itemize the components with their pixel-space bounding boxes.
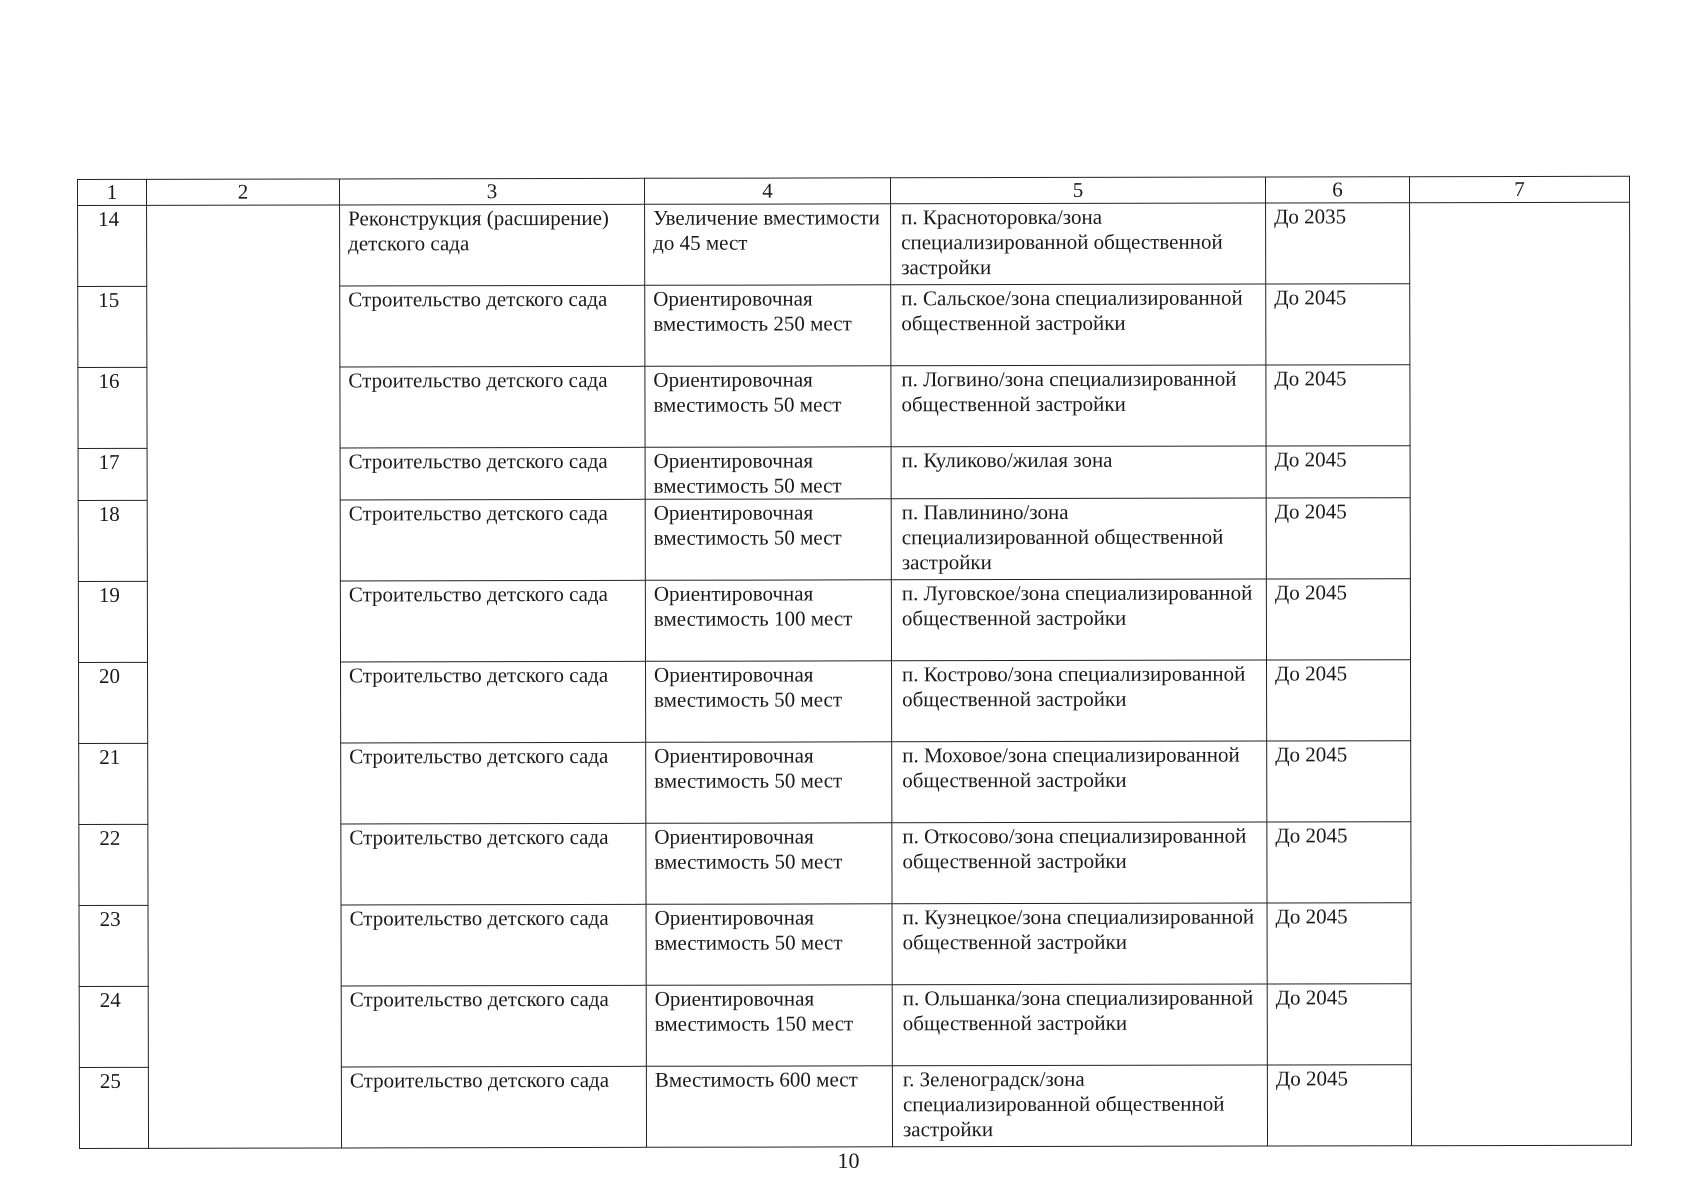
object-location: п. Куликово/жилая зона bbox=[891, 446, 1266, 499]
header-cell: 3 bbox=[340, 178, 645, 205]
object-deadline: До 2045 bbox=[1266, 498, 1410, 579]
object-name: Реконструкция (расширение) детского сада bbox=[340, 204, 645, 286]
row-number: 23 bbox=[79, 905, 148, 986]
object-capacity: Ориентировочная вместимость 50 мест bbox=[646, 823, 892, 905]
row-number: 17 bbox=[78, 448, 147, 500]
object-location: п. Сальское/зона специализированной общественной застройки bbox=[891, 284, 1266, 366]
object-deadline: До 2045 bbox=[1266, 446, 1410, 498]
row-number: 19 bbox=[78, 581, 147, 662]
object-capacity: Ориентировочная вместимость 50 мест bbox=[646, 742, 892, 824]
planning-table bbox=[77, 176, 1632, 1149]
header-cell: 6 bbox=[1265, 177, 1409, 203]
header-cell: 4 bbox=[644, 178, 890, 205]
object-deadline: До 2035 bbox=[1266, 203, 1410, 284]
column-2-cell bbox=[147, 205, 342, 1148]
object-name: Строительство детского сада bbox=[341, 904, 646, 986]
object-name: Строительство детского сада bbox=[341, 661, 646, 743]
object-name: Строительство детского сада bbox=[341, 823, 646, 905]
object-capacity: Ориентировочная вместимость 100 мест bbox=[645, 580, 891, 662]
header-cell: 7 bbox=[1409, 176, 1629, 202]
object-name: Строительство детского сада bbox=[341, 742, 646, 824]
object-name: Строительство детского сада bbox=[341, 1066, 646, 1148]
object-capacity: Ориентировочная вместимость 50 мест bbox=[646, 904, 892, 986]
object-location: п. Ольшанка/зона специализированной общественной застройки bbox=[892, 984, 1267, 1066]
object-location: п. Красноторовка/зона специализированной общественной застройки bbox=[891, 203, 1266, 285]
row-number: 22 bbox=[79, 824, 148, 905]
object-location: п. Луговское/зона специализированной общественной застройки bbox=[891, 579, 1266, 661]
object-deadline: До 2045 bbox=[1267, 903, 1411, 984]
object-capacity: Ориентировочная вместимость 50 мест bbox=[646, 661, 892, 743]
object-deadline: До 2045 bbox=[1267, 984, 1411, 1065]
object-deadline: До 2045 bbox=[1266, 284, 1410, 365]
object-name: Строительство детского сада bbox=[340, 580, 645, 662]
row-number: 14 bbox=[78, 205, 147, 286]
object-deadline: До 2045 bbox=[1267, 741, 1411, 822]
row-number: 20 bbox=[79, 662, 148, 743]
object-location: п. Логвино/зона специализированной общественной застройки bbox=[891, 365, 1266, 447]
object-name: Строительство детского сада bbox=[340, 285, 645, 367]
header-cell: 2 bbox=[147, 179, 340, 205]
header-cell: 5 bbox=[890, 177, 1265, 204]
object-deadline: До 2045 bbox=[1267, 822, 1411, 903]
row-number: 15 bbox=[78, 286, 147, 367]
row-number: 25 bbox=[79, 1067, 148, 1148]
header-cell: 1 bbox=[78, 179, 147, 205]
object-capacity: Увеличение вместимости до 45 мест bbox=[645, 204, 891, 286]
object-name: Строительство детского сада bbox=[340, 499, 645, 581]
object-capacity: Ориентировочная вместимость 50 мест bbox=[645, 447, 891, 500]
object-deadline: До 2045 bbox=[1266, 579, 1410, 660]
object-location: п. Павлинино/зона специализированной общественной застройки bbox=[891, 498, 1266, 580]
table-row bbox=[78, 202, 1630, 286]
object-location: п. Откосово/зона специализированной общественной застройки bbox=[892, 822, 1267, 904]
object-name: Строительство детского сада bbox=[341, 985, 646, 1067]
page-number: 10 bbox=[837, 1148, 860, 1173]
object-capacity: Вместимость 600 мест bbox=[646, 1066, 892, 1148]
object-name: Строительство детского сада bbox=[340, 366, 645, 448]
object-name: Строительство детского сада bbox=[340, 447, 645, 500]
row-number: 16 bbox=[78, 367, 147, 448]
object-location: п. Моховое/зона специализированной общественной застройки bbox=[892, 741, 1267, 823]
object-deadline: До 2045 bbox=[1266, 365, 1410, 446]
object-capacity: Ориентировочная вместимость 150 мест bbox=[646, 985, 892, 1067]
row-number: 18 bbox=[78, 500, 147, 581]
object-capacity: Ориентировочная вместимость 250 мест bbox=[645, 285, 891, 367]
row-number: 24 bbox=[79, 986, 148, 1067]
header-row bbox=[78, 176, 1630, 205]
object-location: г. Зеленоградск/зона специализированной общественной застройки bbox=[892, 1065, 1267, 1147]
object-deadline: До 2045 bbox=[1267, 660, 1411, 741]
object-location: п. Кузнецкое/зона специализированной общественной застройки bbox=[892, 903, 1267, 985]
object-capacity: Ориентировочная вместимость 50 мест bbox=[645, 366, 891, 448]
object-capacity: Ориентировочная вместимость 50 мест bbox=[645, 499, 891, 581]
column-7-cell bbox=[1410, 202, 1632, 1145]
row-number: 21 bbox=[79, 743, 148, 824]
object-location: п. Кострово/зона специализированной общественной застройки bbox=[892, 660, 1267, 742]
object-deadline: До 2045 bbox=[1267, 1065, 1411, 1146]
